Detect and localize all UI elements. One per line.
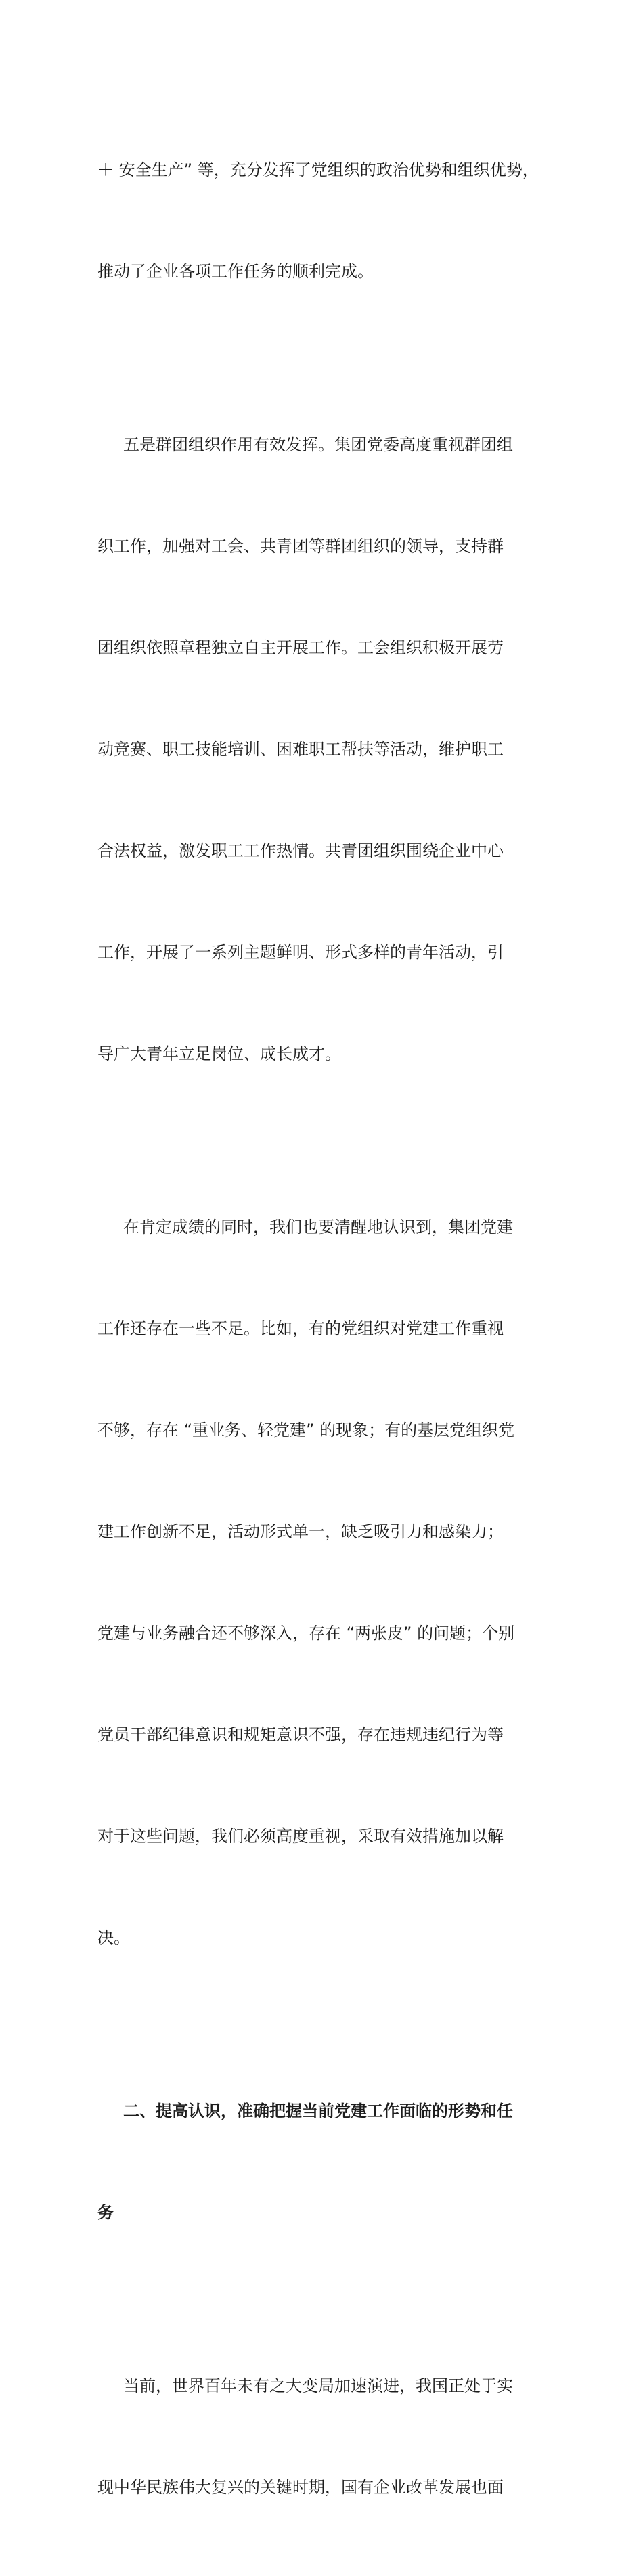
paragraph-group-organizations <box>97 360 558 1138</box>
heading-line: 二、提高认识，准确把握当前党建工作面临的形势和任 <box>123 2102 513 2120</box>
document-body <box>97 85 558 2576</box>
text-line: 党建与业务融合还不够深入，存在 “两张皮” 的问题；个别 <box>97 1624 515 1643</box>
heading-line: 务 <box>97 2203 114 2222</box>
text-line: 在肯定成绩的同时，我们也要清醒地认识到，集团党建 <box>123 1218 513 1237</box>
text-line: 合法权益，激发职工工作热情。共青团组织围绕企业中心 <box>97 841 504 860</box>
text-line: 当前，世界百年未有之大变局加速演进，我国正处于实 <box>123 2376 513 2395</box>
text-line: 团组织依照章程独立自主开展工作。工会组织积极开展劳 <box>97 638 504 657</box>
text-line: 导广大青年立足岗位、成长成才。 <box>97 1044 341 1063</box>
text-line: 党员干部纪律意识和规矩意识不强，存在违规违纪行为等 <box>97 1725 504 1744</box>
section-heading <box>97 2026 558 2297</box>
text-line: 决。 <box>97 1928 130 1947</box>
text-line: 五是群团组织作用有效发挥。集团党委高度重视群团组 <box>123 435 513 454</box>
text-line: 不够，存在 “重业务、轻党建” 的现象；有的基层党组织党 <box>97 1421 515 1440</box>
text-line: ＋ 安全生产” 等，充分发挥了党组织的政治优势和组织优势， <box>97 160 539 179</box>
text-line: 工作还存在一些不足。比如，有的党组织对党建工作重视 <box>97 1319 504 1338</box>
text-line: 动竞赛、职工技能培训、困难职工帮扶等活动，维护职工 <box>97 740 504 759</box>
paragraph-current-situation <box>97 2301 558 2572</box>
text-line: 推动了企业各项工作任务的顺利完成。 <box>97 262 374 281</box>
text-line: 对于这些问题，我们必须高度重视，采取有效措施加以解 <box>97 1827 504 1846</box>
text-line: 建工作创新不足，活动形式单一，缺乏吸引力和感染力； <box>97 1522 504 1541</box>
paragraph-shortcomings <box>97 1142 558 2022</box>
text-line: 织工作，加强对工会、共青团等群团组织的领导，支持群 <box>97 537 504 556</box>
text-line: 工作，开展了一系列主题鲜明、形式多样的青年活动，引 <box>97 943 504 962</box>
paragraph-continuation <box>97 85 558 356</box>
text-line: 现中华民族伟大复兴的关键时期，国有企业改革发展也面 <box>97 2478 504 2497</box>
